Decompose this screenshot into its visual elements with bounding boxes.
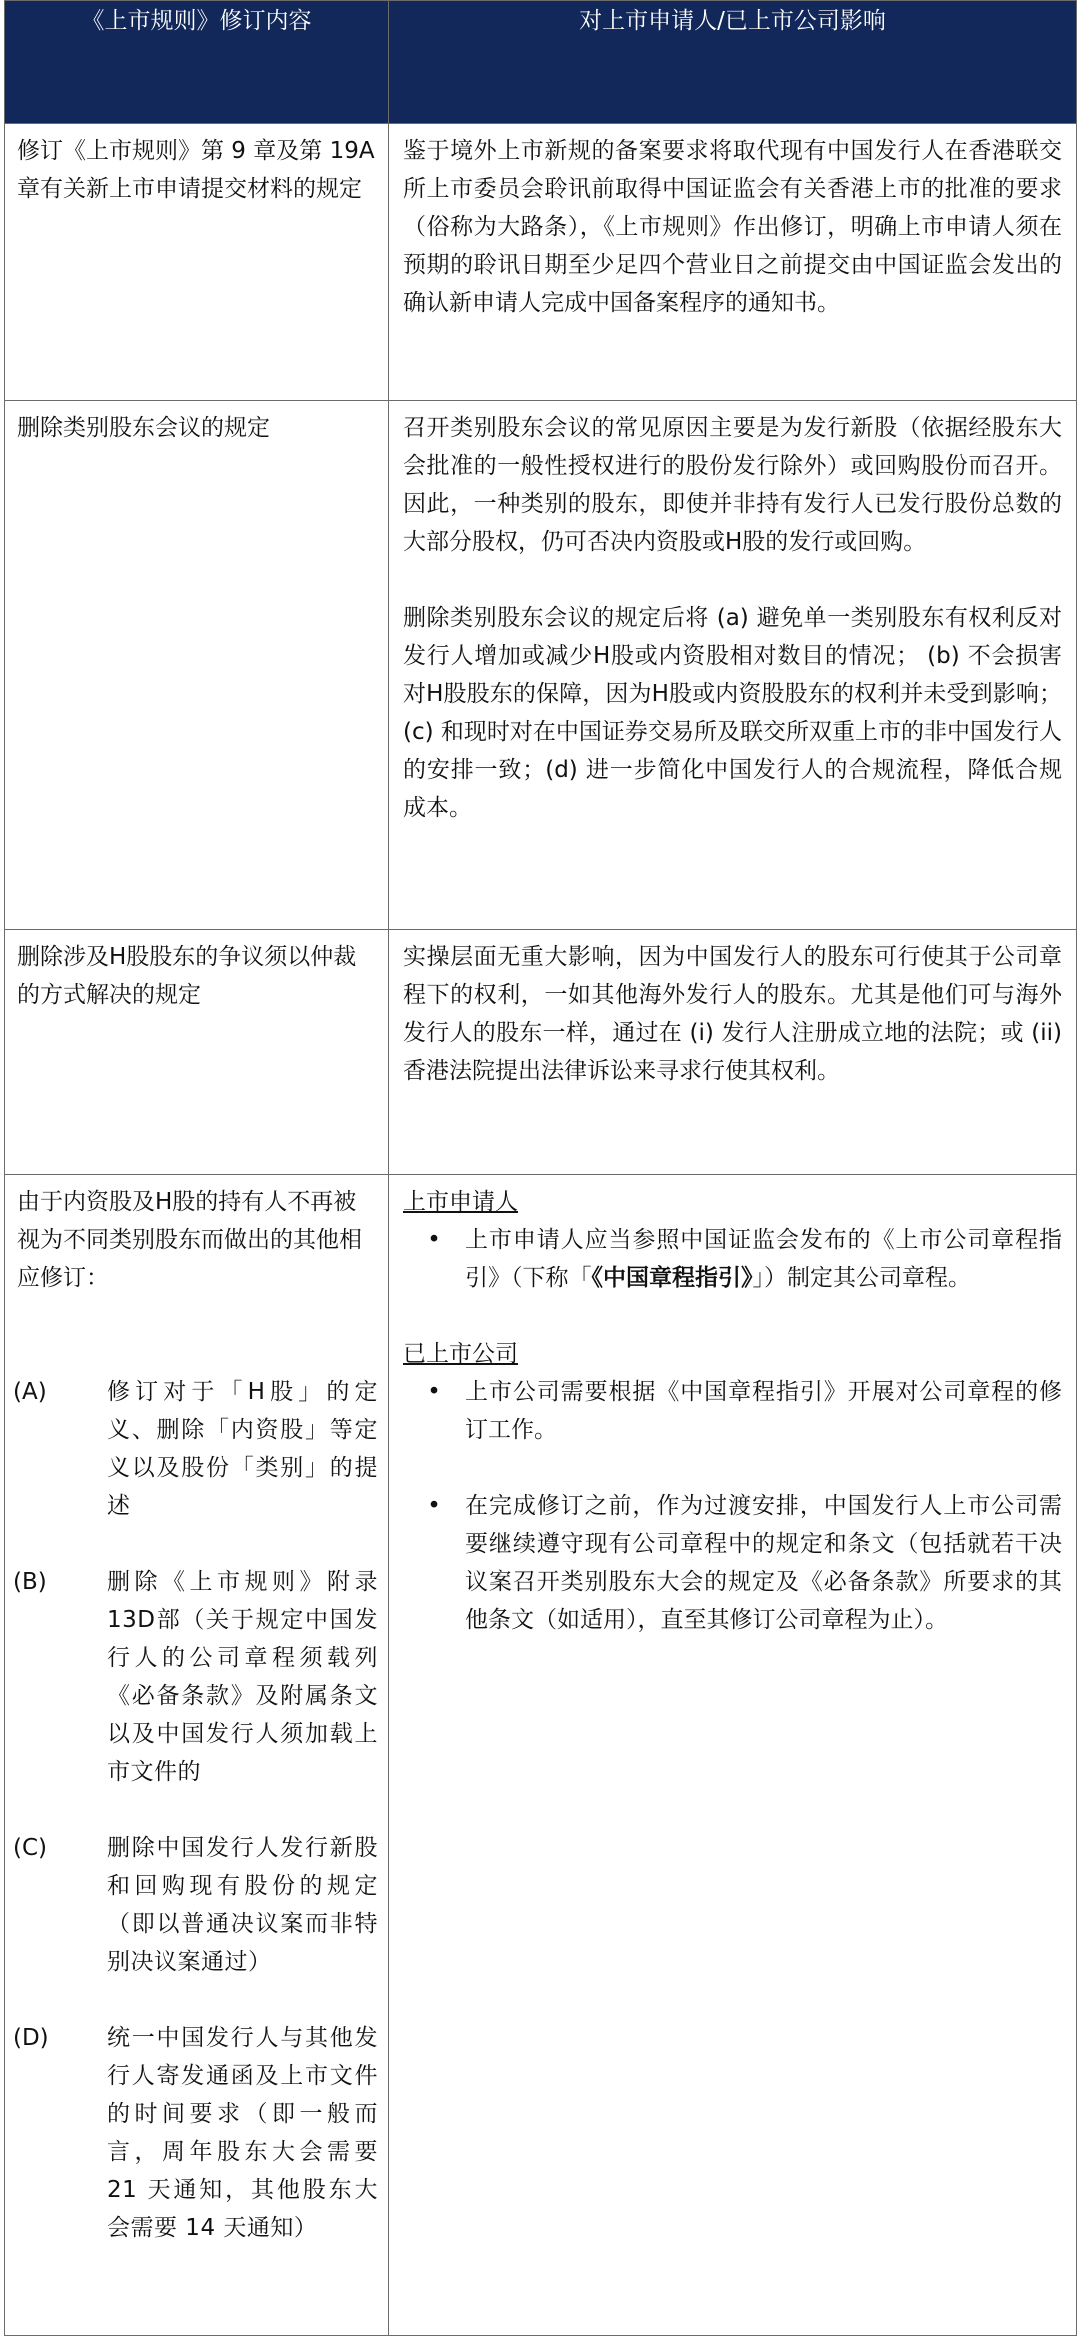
sub-item-d bbox=[13, 2019, 378, 2247]
bullet-item bbox=[403, 1221, 1062, 1297]
table-row bbox=[5, 1175, 1077, 2336]
sub-item-label: (B) bbox=[13, 1569, 47, 1595]
bullet-icon: • bbox=[427, 1493, 441, 1519]
sub-item-text: 统一中国发行人与其他发行人寄发通函及上市文件的时间要求（即一般而言，周年股东大会需要 21 天通知，其他股东大会需要 14 天通知） bbox=[107, 2025, 378, 2241]
row1-amendment-text: 修订《上市规则》第 9 章及第 19A 章有关新上市申请提交材料的规定 bbox=[17, 138, 375, 202]
sub-item-b bbox=[13, 1563, 378, 1791]
bullet-text-bold: 《中国章程指引》 bbox=[591, 1265, 753, 1291]
table-row bbox=[5, 930, 1077, 1175]
sub-item-a bbox=[13, 1373, 378, 1525]
row4-impact bbox=[389, 1175, 1077, 2336]
row3-impact-text: 实操层面无重大影响，因为中国发行人的股东可行使其于公司章程下的权利，一如其他海外发行人的股东。尤其是他们可与海外发行人的股东一样，通过在 (i) 发行人注册成立地的法院；或 (ii) 香港法院提出法律诉讼来寻求行使其权利。 bbox=[403, 944, 1062, 1084]
row2-impact-p1: 召开类别股东会议的常见原因主要是为发行新股（依据经股东大会批准的一般性授权进行的股份发行除外）或回购股份而召开。因此，一种类别的股东，即使并非持有发行人已发行股份总数的大部分股权，仍可否决内资股或H股的发行或回购。 bbox=[403, 415, 1062, 555]
bullet-item bbox=[403, 1487, 1062, 1639]
row2-impact bbox=[389, 401, 1077, 930]
sub-item-text: 删除《上市规则》附录13D部（关于规定中国发行人的公司章程须载列《必备条款》及附属条文以及中国发行人须加载上市文件的 bbox=[107, 1569, 378, 1785]
bullet-text: 上市公司需要根据《中国章程指引》开展对公司章程的修订工作。 bbox=[465, 1379, 1062, 1443]
bullet-text-post: 」）制定其公司章程。 bbox=[752, 1265, 971, 1291]
row2-amendment-text: 删除类别股东会议的规定 bbox=[17, 415, 270, 441]
row2-amendment bbox=[5, 401, 389, 930]
row3-impact bbox=[389, 930, 1077, 1175]
sub-item-label: (D) bbox=[13, 2025, 49, 2051]
row2-impact-p2: 删除类别股东会议的规定后将 (a) 避免单一类别股东有权利反对发行人增加或减少H股或内资股相对数目的情况； (b) 不会损害对H股股东的保障，因为H股或内资股股东的权利并未受到影响； (c) 和现时对在中国证券交易所及联交所双重上市的非中国发行人的安排一致；(d) 进一步简化中国发行人的合规流程，降低合规成本。 bbox=[403, 605, 1062, 821]
sub-item-c bbox=[13, 1829, 378, 1981]
bullet-icon: • bbox=[427, 1227, 441, 1253]
rules-amendment-table bbox=[4, 0, 1077, 2336]
sub-item-label: (A) bbox=[13, 1379, 47, 1405]
row3-amendment bbox=[5, 930, 389, 1175]
table-header-row bbox=[5, 1, 1077, 124]
sub-item-text: 修订对于「H股」的定义、删除「内资股」等定义以及股份「类别」的提述 bbox=[107, 1379, 378, 1519]
bullet-text: 在完成修订之前，作为过渡安排，中国发行人上市公司需要继续遵守现有公司章程中的规定和条文（包括就若干决议案召开类别股东大会的规定及《必备条款》所要求的其他条文（如适用），直至其修订公司章程为止）。 bbox=[465, 1493, 1062, 1633]
bullet-text-pre: 上市申请人应当参照中国证监会发布的《上市公司章程指引》（下称「 bbox=[465, 1227, 1062, 1291]
sub-item-text: 删除中国发行人发行新股和回购现有股份的规定（即以普通决议案而非特别决议案通过） bbox=[107, 1835, 378, 1975]
row1-impact bbox=[389, 124, 1077, 401]
listed-company-heading: 已上市公司 bbox=[403, 1341, 518, 1367]
row3-amendment-text: 删除涉及H股股东的争议须以仲裁的方式解决的规定 bbox=[17, 944, 357, 1008]
listing-applicant-heading: 上市申请人 bbox=[403, 1189, 518, 1215]
row4-intro-text: 由于内资股及H股的持有人不再被视为不同类别股东而做出的其他相应修订： bbox=[17, 1189, 362, 1291]
bullet-icon: • bbox=[427, 1379, 441, 1405]
table-row bbox=[5, 124, 1077, 401]
header-impact: 对上市申请人/已上市公司影响 bbox=[389, 1, 1077, 124]
sub-item-label: (C) bbox=[13, 1835, 48, 1861]
table-row bbox=[5, 401, 1077, 930]
row1-impact-text: 鉴于境外上市新规的备案要求将取代现有中国发行人在香港联交所上市委员会聆讯前取得中国证监会有关香港上市的批准的要求（俗称为大路条），《上市规则》作出修订，明确上市申请人须在预期的聆讯日期至少足四个营业日之前提交由中国证监会发出的确认新申请人完成中国备案程序的通知书。 bbox=[403, 138, 1062, 316]
bullet-item bbox=[403, 1373, 1062, 1449]
header-amendment-content: 《上市规则》修订内容 bbox=[5, 1, 389, 124]
row1-amendment bbox=[5, 124, 389, 401]
row4-amendment bbox=[5, 1175, 389, 2336]
bullet-text bbox=[465, 1221, 1062, 1297]
